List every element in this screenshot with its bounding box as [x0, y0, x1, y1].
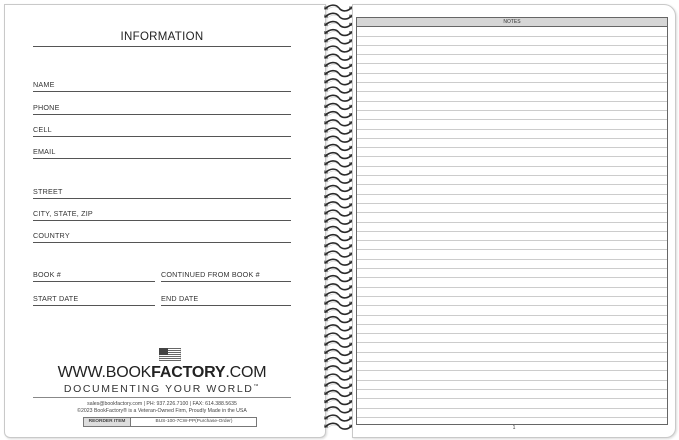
trademark-mark: ™	[253, 383, 261, 390]
spiral-coil	[324, 325, 353, 331]
spiral-coil	[324, 333, 353, 339]
brand-prefix: WWW.BOOK	[57, 364, 152, 381]
spiral-coil	[324, 71, 353, 77]
notes-box[interactable]	[356, 17, 668, 425]
spiral-coil	[324, 38, 353, 44]
cell-label: CELL	[33, 125, 52, 134]
spiral-coil	[324, 120, 353, 126]
end-date-label: END DATE	[161, 294, 199, 303]
country-label: COUNTRY	[33, 231, 70, 240]
email-label: EMAIL	[33, 147, 56, 156]
spiral-coil	[324, 153, 353, 159]
reorder-box	[83, 417, 257, 427]
spiral-coil	[324, 309, 353, 315]
spiral-coil	[324, 382, 353, 388]
contact-line: sales@bookfactory.com | PH: 937.226.7100 | FAX: 614.388.5635	[87, 401, 237, 407]
us-flag-icon	[159, 348, 181, 361]
email-field[interactable]	[33, 144, 291, 159]
spiral-coil	[324, 259, 353, 265]
spiral-coil	[324, 30, 353, 36]
spiral-coil	[324, 341, 353, 347]
street-field[interactable]	[33, 184, 291, 199]
spiral-coil	[324, 46, 353, 52]
spiral-coil	[324, 227, 353, 233]
city-state-zip-field[interactable]	[33, 206, 291, 221]
spiral-coil	[324, 87, 353, 93]
street-label: STREET	[33, 187, 63, 196]
spiral-coil	[324, 374, 353, 380]
reorder-label: REORDER ITEM	[84, 418, 131, 426]
spiral-coil	[324, 194, 353, 200]
spiral-coil	[324, 423, 353, 429]
spiral-coil	[324, 366, 353, 372]
brand-logo	[33, 364, 291, 382]
brand-bold: FACTORY	[151, 364, 226, 381]
spiral-coil	[324, 161, 353, 167]
notes-header: NOTES	[357, 18, 667, 27]
continued-from-field[interactable]	[161, 267, 291, 282]
name-field[interactable]	[33, 77, 291, 92]
spiral-coil	[324, 210, 353, 216]
book-number-field[interactable]	[33, 267, 155, 282]
spiral-coil	[324, 63, 353, 69]
spiral-coil	[324, 54, 353, 60]
information-title: INFORMATION	[120, 31, 204, 43]
book-number-label: BOOK #	[33, 270, 61, 279]
spiral-coil	[324, 251, 353, 257]
spiral-coil	[324, 284, 353, 290]
spiral-coil	[324, 104, 353, 110]
notes-page	[352, 4, 676, 438]
spiral-binding	[322, 0, 356, 440]
brand-tagline	[33, 383, 291, 398]
spiral-coil	[324, 300, 353, 306]
spiral-coil	[324, 112, 353, 118]
start-date-label: START DATE	[33, 294, 79, 303]
title-rule	[33, 46, 291, 47]
information-page	[4, 4, 326, 438]
spiral-coil	[324, 243, 353, 249]
copyright-line: ©2023 BookFactory® is a Veteran-Owned Firm, Proudly Made in the USA	[77, 408, 247, 414]
spiral-coil	[324, 186, 353, 192]
spiral-coil	[324, 79, 353, 85]
spiral-coil	[324, 95, 353, 101]
spiral-coil	[324, 399, 353, 405]
spiral-coil	[324, 169, 353, 175]
start-date-field[interactable]	[33, 291, 155, 306]
spiral-coil	[324, 235, 353, 241]
country-field[interactable]	[33, 228, 291, 243]
phone-field[interactable]	[33, 100, 291, 115]
spiral-coil	[324, 202, 353, 208]
tagline-text: DOCUMENTING YOUR WORLD	[63, 383, 254, 395]
phone-label: PHONE	[33, 103, 60, 112]
spiral-coil	[324, 136, 353, 142]
spiral-coil	[324, 358, 353, 364]
reorder-value: BUS-100-7CW-PP(Purchase-Order)	[155, 419, 233, 424]
spiral-coil	[324, 276, 353, 282]
city-state-zip-label: CITY, STATE, ZIP	[33, 209, 93, 218]
spiral-coil	[324, 317, 353, 323]
spiral-coil	[324, 391, 353, 397]
spiral-coil	[324, 407, 353, 413]
spiral-coil	[324, 128, 353, 134]
spiral-coil	[324, 415, 353, 421]
spiral-coil	[324, 22, 353, 28]
name-label: NAME	[33, 80, 55, 89]
spiral-coil	[324, 145, 353, 151]
continued-from-label: CONTINUED FROM BOOK #	[161, 270, 260, 279]
spiral-coil	[324, 13, 353, 19]
spiral-coil	[324, 350, 353, 356]
cell-field[interactable]	[33, 122, 291, 137]
ruled-lines[interactable]	[357, 27, 667, 424]
brand-suffix: .COM	[225, 364, 267, 381]
spiral-coil	[324, 218, 353, 224]
spiral-coil	[324, 177, 353, 183]
spiral-coil	[324, 292, 353, 298]
page-number: 1	[512, 425, 516, 431]
spiral-coil	[324, 268, 353, 274]
end-date-field[interactable]	[161, 291, 291, 306]
spiral-coil	[324, 5, 353, 11]
